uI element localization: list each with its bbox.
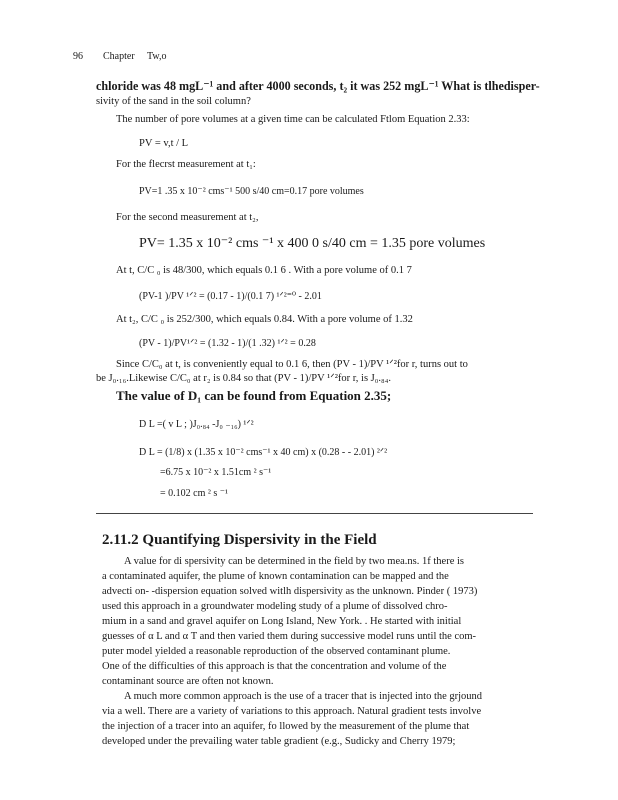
at-t2-calculation: (PV - 1)/PV¹ᐟ² = (1.32 - 1)/(1 .32) ¹ᐟ² = 0.28 (139, 338, 316, 349)
paragraph-1-line-8: One of the difficulties of this approach is that the concentration and volume of the (102, 661, 447, 672)
question-line-1: chloride was 48 mgL⁻¹ and after 4000 seconds, t₂ it was 252 mgL⁻¹ What is tlhedisper- (96, 78, 540, 93)
running-header-chapter: Chapter (103, 51, 135, 62)
section-divider (96, 513, 533, 514)
paragraph-1-line-5: mium in a sand and gravel aquifer on Long Island, New York. . He started with initial (102, 616, 462, 627)
second-measurement-equation: PV= 1.35 x 10⁻² cms ⁻¹ x 400 0 s/40 cm = 1.35 pore volumes (139, 236, 486, 251)
pore-volume-formula: PV = v,t / L (139, 138, 189, 149)
paragraph-1-line-1: A value for di spersivity can be determined in the field by two mea.ns. 1f there is (124, 556, 464, 567)
page-number: 96 (73, 51, 83, 62)
paragraph-1-line-9: contaminant source are often not known. (102, 676, 274, 687)
question-line-2: sivity of the sand in the soil column? (96, 96, 251, 107)
dispersion-value-heading: The value of D₁ can be found from Equation 2.35; (116, 388, 392, 403)
second-measurement-label: For the second measurement at t₂, (116, 212, 259, 223)
paragraph-1-line-7: puter model yielded a reasonable reproduction of the observed contaminant plume. (102, 646, 451, 657)
at-t1-calculation: (PV-1 )/PV ¹ᐟ² = (0.17 - 1)/(0.1 7) ¹ᐟ²⁼⁰ - 2.01 (139, 291, 322, 302)
paragraph-1-line-2: a contaminated aquifer, the plume of known contamination can be mapped and the (102, 571, 449, 582)
intro-paragraph: The number of pore volumes at a given time can be calculated Ftlom Equation 2.33: (116, 114, 470, 125)
paragraph-2-line-4: developed under the prevailing water table gradient (e.g., Sudicky and Cherry 1979; (102, 736, 456, 747)
since-sentence-2: be J₀.₁₆.Likewise C/C₀ at r₂ is 0.84 so that (PV - 1)/PV ¹ᐟ²for r, is J₀.₈₄. (96, 373, 391, 384)
at-t2-sentence: At t₂, C/C ₀ is 252/300, which equals 0.84. With a pore volume of 1.32 (116, 314, 413, 325)
dl-equation-2: D L = (1/8) x (1.35 x 10⁻² cms⁻¹ x 40 cm) x (0.28 - - 2.01) ²ᐟ² (139, 447, 388, 458)
paragraph-1-line-6: guesses of α L and α T and then varied them during successive model runs until the com- (102, 631, 477, 642)
paragraph-1-line-4: used this approach in a groundwater modeling study of a plume of dissolved chro- (102, 601, 448, 612)
first-measurement-label: For the flecrst measurement at t₁: (116, 159, 256, 170)
section-title: 2.11.2 Quantifying Dispersivity in the Field (102, 532, 377, 548)
first-measurement-equation: PV=1 .35 x 10⁻² cms⁻¹ 500 s/40 cm=0.17 pore volumes (139, 186, 364, 197)
since-sentence-1: Since C/C₀ at t, is conveniently equal to 0.1 6, then (PV - 1)/PV ¹ᐟ²for r, turns out to (116, 359, 468, 370)
at-t1-sentence: At t, C/C ₀ is 48/300, which equals 0.1 6 . With a pore volume of 0.1 7 (116, 265, 412, 276)
dl-equation-4: = 0.102 cm ² s ⁻¹ (160, 488, 229, 499)
paragraph-2-line-1: A much more common approach is the use of a tracer that is injected into the grjound (124, 691, 483, 702)
paragraph-2-line-3: the injection of a tracer into an aquifer, fo llowed by the measurement of the plume that (102, 721, 470, 732)
dl-equation-1: D L =( v L ; )J₀.₈₄ -J₀ ₋₁₆) ¹ᐟ² (139, 419, 254, 430)
running-header-chapter-number: Tw,o (147, 51, 167, 62)
paragraph-2-line-2: via a well. There are a variety of variations to this approach. Natural gradient tests involve (102, 706, 482, 717)
paragraph-1-line-3: advecti on- -dispersion equation solved witlh dispersivity as the unknown. Pinder ( 1973) (102, 586, 478, 597)
dl-equation-3: =6.75 x 10⁻² x 1.51cm ² s⁻¹ (160, 467, 272, 478)
